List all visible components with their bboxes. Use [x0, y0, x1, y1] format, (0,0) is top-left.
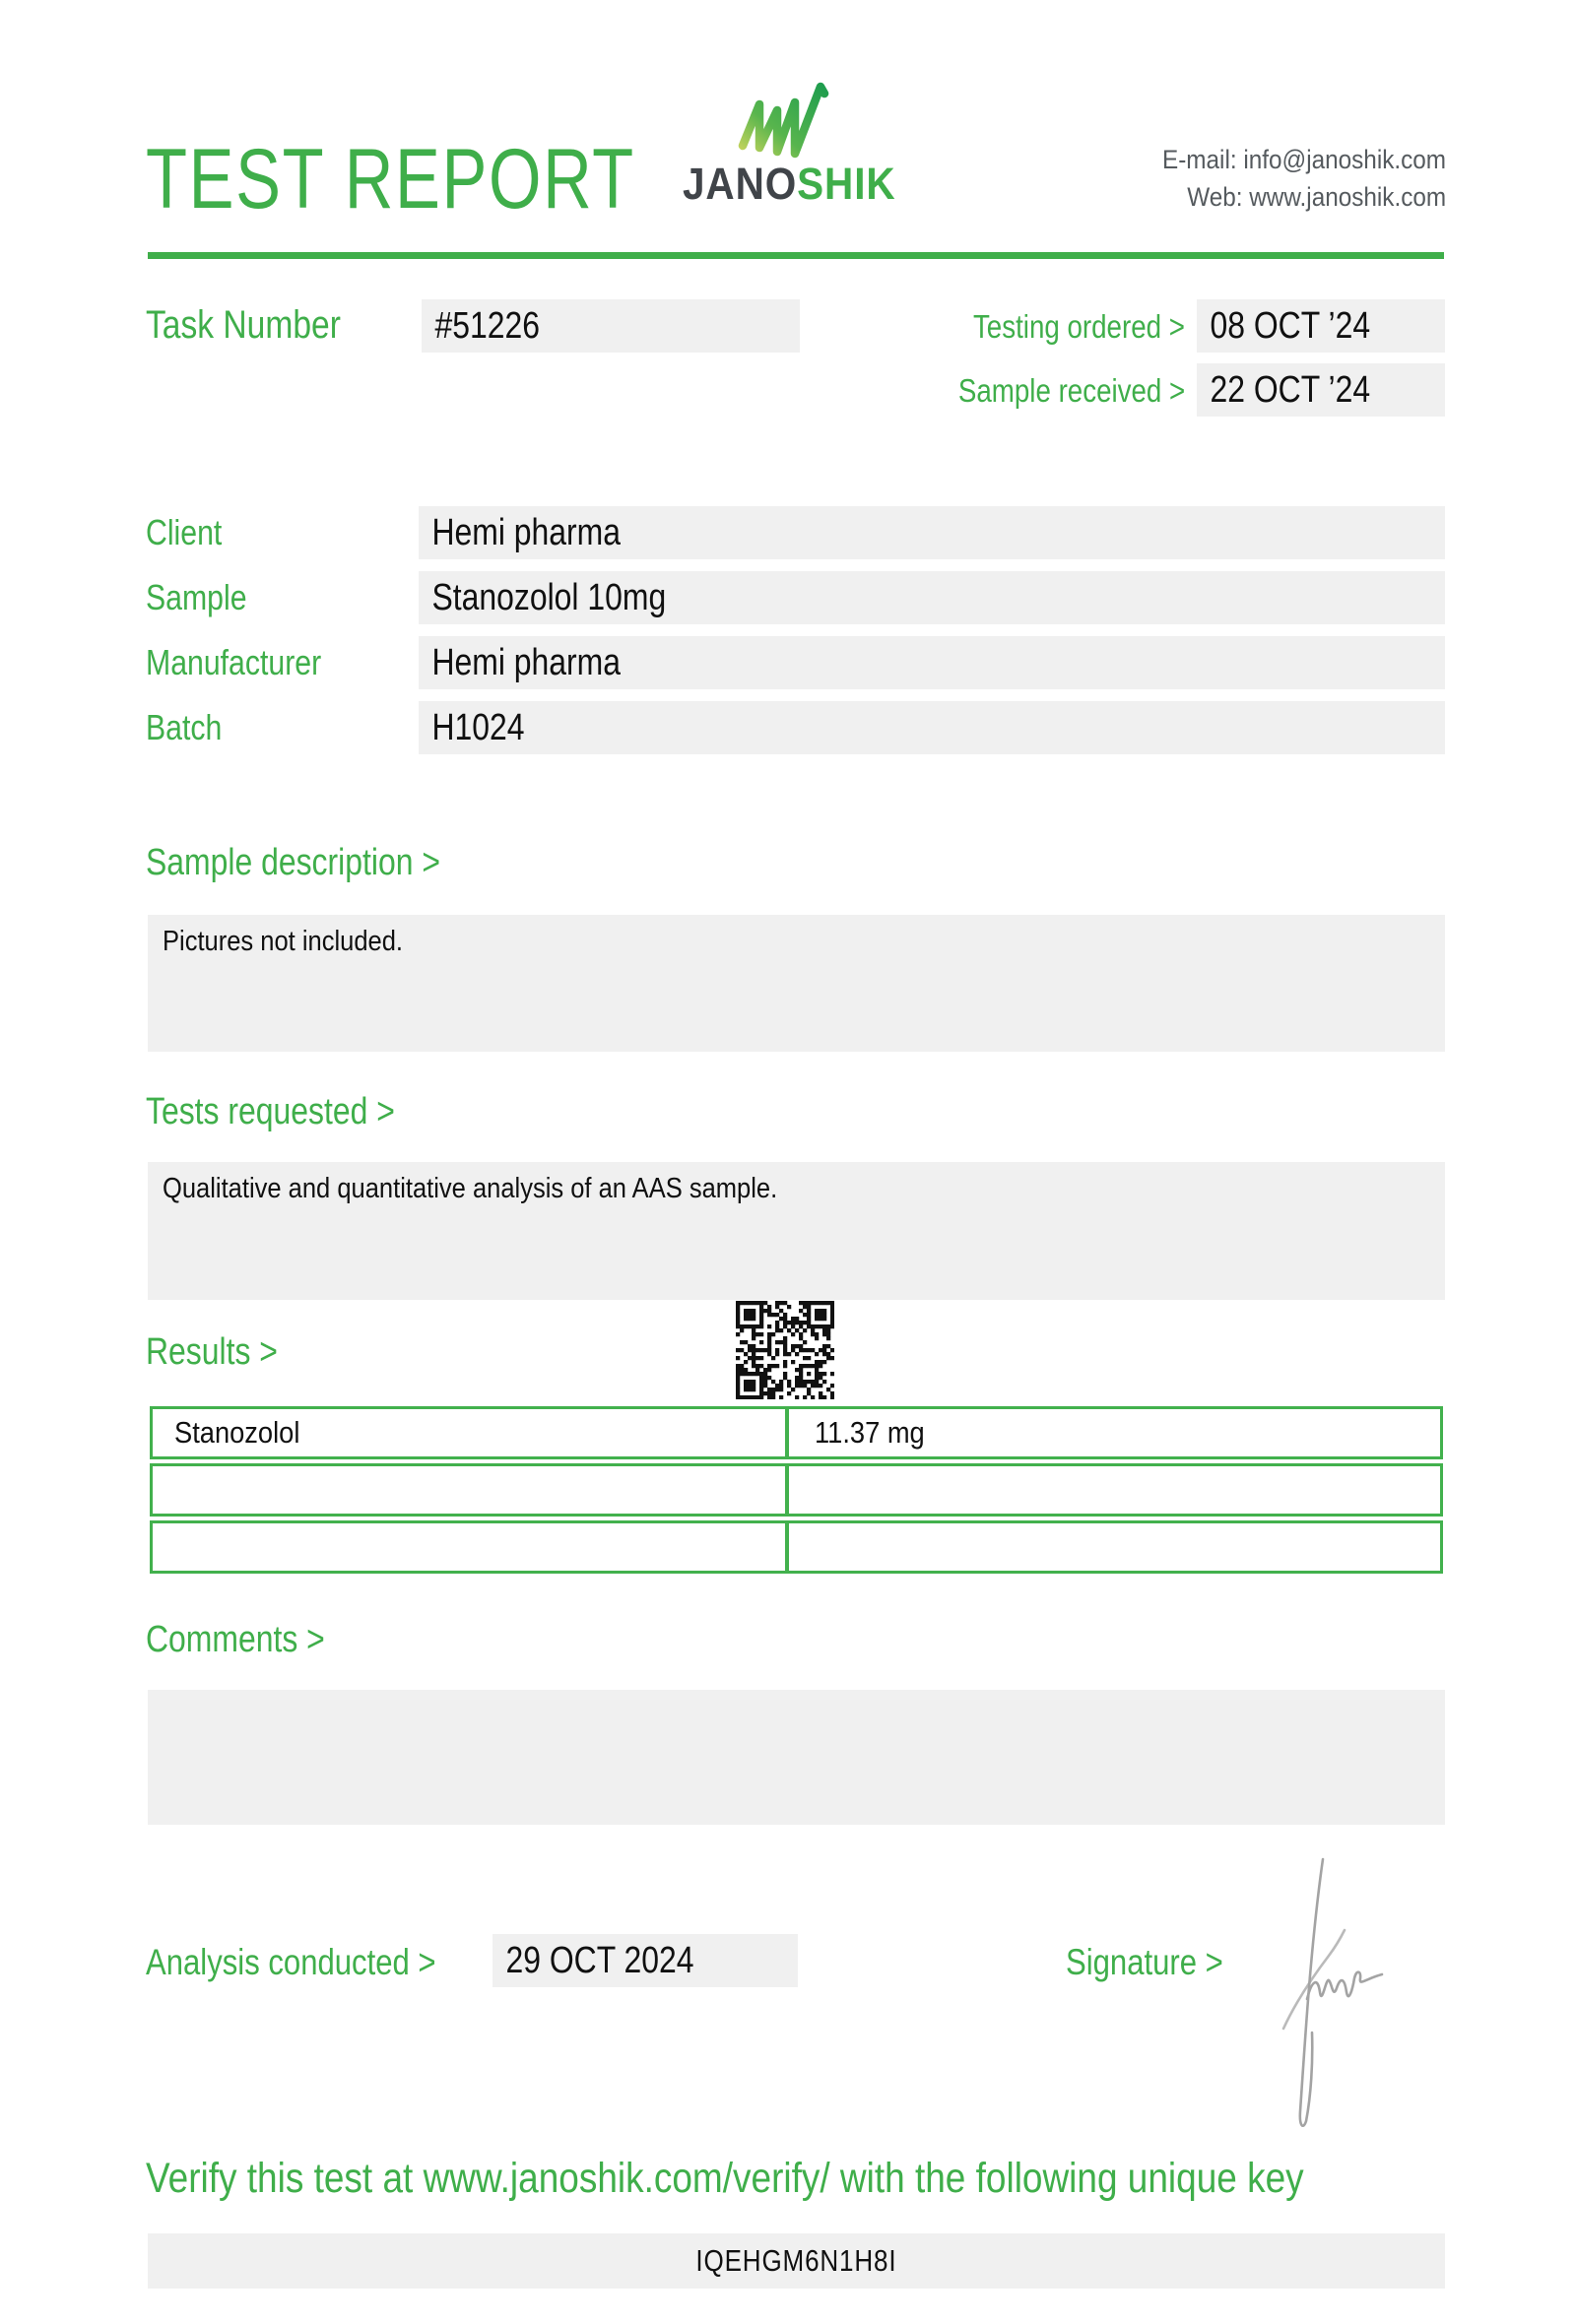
sample-description-box [148, 915, 1445, 1052]
unique-key-bar [148, 2233, 1445, 2289]
results-column-divider [785, 1466, 789, 1514]
sample-value: Stanozolol 10mg [431, 577, 667, 618]
manufacturer-value: Hemi pharma [431, 642, 622, 683]
testing-ordered-label: Testing ordered > [973, 308, 1185, 345]
result-analyte: Stanozolol [174, 1415, 300, 1450]
analysis-conducted-field [492, 1934, 798, 1987]
batch-value: H1024 [431, 707, 525, 748]
sample-received-date: 22 OCT ’24 [1210, 369, 1371, 411]
manufacturer-field [419, 636, 1445, 689]
results-column-divider [785, 1409, 789, 1456]
tests-requested-text: Qualitative and quantitative analysis of an AAS sample. [163, 1173, 778, 1204]
logo-wordmark-secondary: SHIK [797, 159, 896, 209]
analysis-conducted-date: 29 OCT 2024 [505, 1940, 694, 1981]
page-title [146, 132, 757, 226]
testing-ordered-date: 08 OCT ’24 [1210, 305, 1371, 347]
client-field [419, 506, 1445, 559]
sample-received-field [1197, 363, 1445, 417]
signature-image [1266, 1830, 1453, 2135]
comments-box [148, 1690, 1445, 1825]
analysis-conducted-label: Analysis conducted > [146, 1942, 436, 1982]
testing-ordered-field [1197, 299, 1445, 353]
results-table-row [150, 1520, 1443, 1574]
results-column-divider [785, 1523, 789, 1571]
signature-label: Signature > [1066, 1942, 1223, 1982]
manufacturer-label: Manufacturer [146, 642, 322, 682]
unique-key-value: IQEHGM6N1H8I [695, 2243, 897, 2278]
sample-label: Sample [146, 577, 247, 617]
sample-field [419, 571, 1445, 624]
logo-wordmark-primary: JANO [683, 159, 798, 209]
contact-web: Web: www.janoshik.com [1187, 182, 1446, 212]
header-divider [148, 252, 1444, 259]
logo-wordmark [683, 159, 920, 209]
client-label: Client [146, 512, 223, 552]
task-number-field [422, 299, 800, 353]
sample-description-text: Pictures not included. [163, 926, 404, 957]
contact-email: E-mail: info@janoshik.com [1161, 145, 1446, 174]
client-value: Hemi pharma [431, 512, 622, 553]
comments-heading: Comments > [146, 1619, 325, 1660]
contact-block [1131, 141, 1446, 216]
task-number-label: Task Number [146, 303, 341, 347]
page-title-text: TEST REPORT [146, 132, 635, 226]
results-table-row [150, 1406, 1443, 1459]
tests-requested-box [148, 1162, 1445, 1300]
sample-description-heading: Sample description > [146, 842, 440, 883]
qr-code [736, 1301, 834, 1399]
batch-field [419, 701, 1445, 754]
sample-received-label: Sample received > [957, 372, 1185, 409]
batch-label: Batch [146, 707, 223, 747]
result-amount: 11.37 mg [815, 1415, 925, 1450]
task-number-value: #51226 [434, 305, 540, 347]
tests-requested-heading: Tests requested > [146, 1091, 395, 1132]
results-table-row [150, 1463, 1443, 1517]
logo-chart-icon [737, 79, 835, 161]
verify-instruction: Verify this test at www.janoshik.com/verify/ with the following unique key [146, 2155, 1304, 2202]
results-heading: Results > [146, 1331, 278, 1373]
